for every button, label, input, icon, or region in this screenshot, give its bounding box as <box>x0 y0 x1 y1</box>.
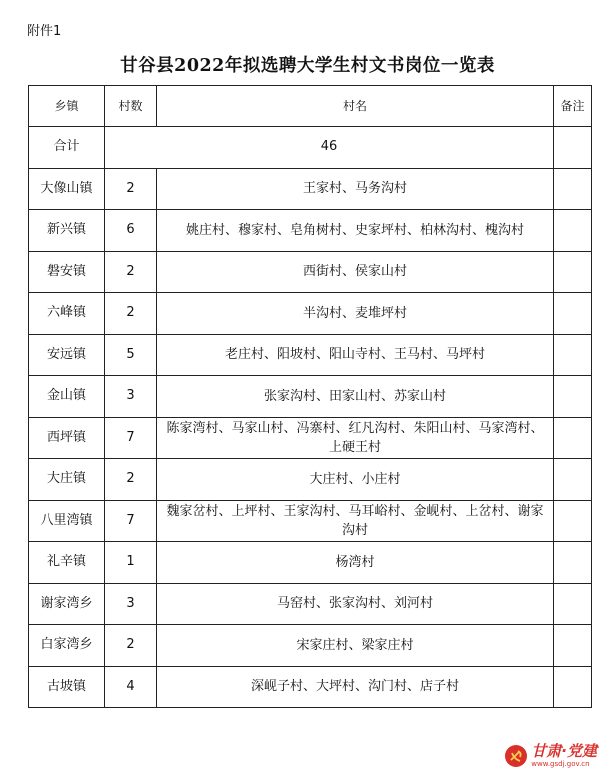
town-cell: 礼辛镇 <box>29 542 105 584</box>
remarks-cell <box>554 542 592 584</box>
attachment-label: 附件1 <box>27 24 62 39</box>
remarks-cell <box>554 583 592 625</box>
count-cell: 3 <box>105 376 157 418</box>
table-row <box>29 251 592 293</box>
header-town: 乡镇 <box>29 86 105 127</box>
villages-cell: 魏家岔村、上坪村、王家沟村、马耳峪村、金岘村、上岔村、谢家沟村 <box>157 500 554 542</box>
count-cell: 1 <box>105 542 157 584</box>
table-row <box>29 168 592 210</box>
town-cell: 大像山镇 <box>29 168 105 210</box>
remarks-cell <box>554 127 592 169</box>
table-row <box>29 625 592 667</box>
table-row <box>29 500 592 542</box>
count-cell: 2 <box>105 168 157 210</box>
watermark-text: 甘肃·党建 <box>531 742 597 760</box>
remarks-cell <box>554 666 592 708</box>
count-cell: 2 <box>105 625 157 667</box>
count-cell: 7 <box>105 417 157 459</box>
town-cell: 大庄镇 <box>29 459 105 501</box>
remarks-cell <box>554 293 592 335</box>
remarks-cell <box>554 210 592 252</box>
villages-cell: 张家沟村、田家山村、苏家山村 <box>157 376 554 418</box>
remarks-cell <box>554 251 592 293</box>
remarks-cell <box>554 500 592 542</box>
count-cell: 7 <box>105 500 157 542</box>
villages-cell: 姚庄村、穆家村、皂角树村、史家坪村、柏林沟村、槐沟村 <box>157 210 554 252</box>
header-count: 村数 <box>105 86 157 127</box>
page-title: 甘谷县2022年拟选聘大学生村文书岗位一览表 <box>120 56 495 76</box>
remarks-cell <box>554 625 592 667</box>
count-cell: 2 <box>105 293 157 335</box>
villages-cell: 老庄村、阳坡村、阳山寺村、王马村、马坪村 <box>157 334 554 376</box>
header-villages: 村名 <box>157 86 554 127</box>
table-row <box>29 334 592 376</box>
remarks-cell <box>554 168 592 210</box>
villages-cell: 大庄村、小庄村 <box>157 459 554 501</box>
count-cell: 5 <box>105 334 157 376</box>
watermark-url: www.gsdj.gov.cn <box>531 760 590 768</box>
town-cell: 磐安镇 <box>29 251 105 293</box>
party-emblem-icon <box>504 744 528 768</box>
table-row <box>29 293 592 335</box>
town-cell: 安远镇 <box>29 334 105 376</box>
villages-cell: 王家村、马务沟村 <box>157 168 554 210</box>
table-row <box>29 459 592 501</box>
villages-cell: 深岘子村、大坪村、沟门村、店子村 <box>157 666 554 708</box>
count-cell: 3 <box>105 583 157 625</box>
town-cell: 谢家湾乡 <box>29 583 105 625</box>
villages-cell: 宋家庄村、梁家庄村 <box>157 625 554 667</box>
town-cell: 古坡镇 <box>29 666 105 708</box>
remarks-cell <box>554 459 592 501</box>
count-cell: 6 <box>105 210 157 252</box>
total-value: 46 <box>105 127 554 169</box>
total-label: 合计 <box>29 127 105 169</box>
header-remarks: 备注 <box>554 86 592 127</box>
table-row <box>29 210 592 252</box>
remarks-cell <box>554 376 592 418</box>
table-row <box>29 666 592 708</box>
total-row <box>29 127 592 169</box>
villages-cell: 杨湾村 <box>157 542 554 584</box>
town-cell: 八里湾镇 <box>29 500 105 542</box>
table-row <box>29 542 592 584</box>
town-cell: 西坪镇 <box>29 417 105 459</box>
remarks-cell <box>554 334 592 376</box>
count-cell: 2 <box>105 251 157 293</box>
town-cell: 新兴镇 <box>29 210 105 252</box>
count-cell: 4 <box>105 666 157 708</box>
villages-cell: 西街村、侯家山村 <box>157 251 554 293</box>
town-cell: 白家湾乡 <box>29 625 105 667</box>
villages-cell: 半沟村、麦堆坪村 <box>157 293 554 335</box>
count-cell: 2 <box>105 459 157 501</box>
watermark <box>504 742 597 770</box>
table-header-row <box>29 86 592 127</box>
table-row <box>29 417 592 459</box>
table-row <box>29 583 592 625</box>
positions-table <box>28 85 592 708</box>
table-row <box>29 376 592 418</box>
town-cell: 六峰镇 <box>29 293 105 335</box>
villages-cell: 马窑村、张家沟村、刘河村 <box>157 583 554 625</box>
town-cell: 金山镇 <box>29 376 105 418</box>
remarks-cell <box>554 417 592 459</box>
villages-cell: 陈家湾村、马家山村、冯寨村、红凡沟村、朱阳山村、马家湾村、上硬王村 <box>157 417 554 459</box>
